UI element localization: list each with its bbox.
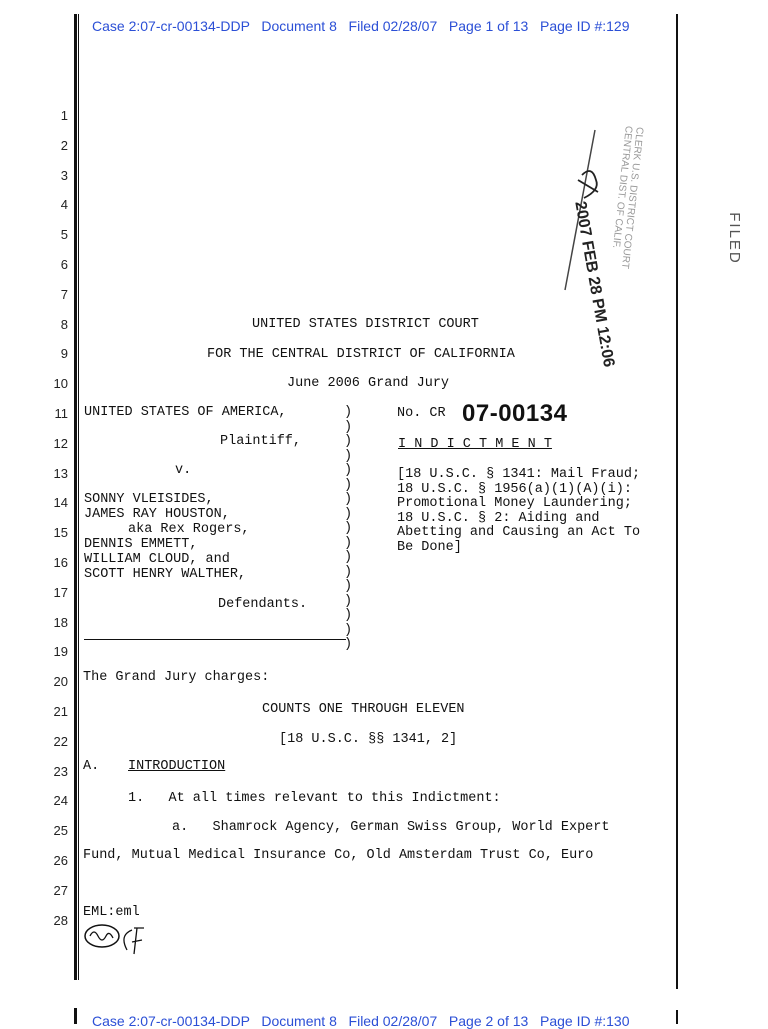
filed-stamp xyxy=(560,120,680,369)
caption-paren: ) xyxy=(344,419,353,435)
line-number: 4 xyxy=(60,197,68,213)
grand-jury-term: June 2006 Grand Jury xyxy=(287,376,450,391)
caption-paren: ) xyxy=(344,521,353,536)
grand-jury-charges: The Grand Jury charges: xyxy=(83,670,270,685)
line-number: 8 xyxy=(60,316,68,332)
line-number: 6 xyxy=(60,257,68,272)
caption-paren: ) xyxy=(344,506,353,522)
line-number: 14 xyxy=(53,495,68,511)
defendant-5: SCOTT HENRY WALTHER, xyxy=(84,567,247,582)
court-district: FOR THE CENTRAL DISTRICT OF CALIFORNIA xyxy=(207,347,515,362)
filed-word: FILED xyxy=(725,212,743,265)
statute-line: Be Done] xyxy=(397,540,462,555)
next-page-left-rule xyxy=(74,1008,77,1024)
line-number: 10 xyxy=(53,376,68,392)
defendant-2-alias: aka Rex Rogers, xyxy=(128,522,250,537)
line-number: 22 xyxy=(53,733,68,749)
stamp-date: 2007 FEB 28 PM 12:06 xyxy=(571,200,618,369)
statute-line: Promotional Money Laundering; xyxy=(397,496,632,512)
line-number: 21 xyxy=(53,704,68,719)
court-name: UNITED STATES DISTRICT COURT xyxy=(252,317,479,332)
caption-paren: ) xyxy=(344,477,353,493)
left-margin-rule-inner xyxy=(78,14,79,980)
defendant-4: WILLIAM CLOUD, and xyxy=(84,552,230,567)
line-number: 2 xyxy=(60,137,68,153)
case-number-label: No. CR xyxy=(397,406,446,421)
line-number: 28 xyxy=(53,912,68,928)
line-number: 7 xyxy=(60,286,68,302)
caption-paren: ) xyxy=(344,593,353,609)
footer-initials: EML:eml xyxy=(83,905,140,920)
document-title: I N D I C T M E N T xyxy=(398,437,552,452)
section-title: INTRODUCTION xyxy=(128,759,226,774)
paragraph-1: 1. At all times relevant to this Indictment: xyxy=(128,791,501,806)
caption-paren: ) xyxy=(344,608,353,623)
caption-rule xyxy=(84,639,346,640)
line-number: 3 xyxy=(60,167,68,183)
next-page-header: Case 2:07-cr-00134-DDP Document 8 Filed 02/28/07 Page 2 of 13 Page ID #:130 xyxy=(92,1013,630,1029)
caption-paren: ) xyxy=(344,579,353,594)
line-number: 5 xyxy=(60,227,68,243)
caption-paren: ) xyxy=(344,492,353,507)
statute-line: [18 U.S.C. § 1341: Mail Fraud; xyxy=(397,467,641,482)
case-number: 07-00134 xyxy=(462,400,568,427)
caption-paren: ) xyxy=(344,564,353,580)
caption-paren: ) xyxy=(344,535,353,551)
line-number: 20 xyxy=(53,674,68,690)
line-number: 13 xyxy=(53,465,68,481)
paragraph-1a: a. Shamrock Agency, German Swiss Group, World Expert xyxy=(172,820,610,835)
defendants-role: Defendants. xyxy=(218,597,308,612)
caption-paren: ) xyxy=(344,622,353,638)
caption-paren: ) xyxy=(344,463,353,478)
caption-paren: ) xyxy=(344,550,353,565)
paragraph-1a-cont: Fund, Mutual Medical Insurance Co, Old Amsterdam Trust Co, Euro xyxy=(83,848,594,863)
line-number: 15 xyxy=(53,525,68,541)
line-number: 19 xyxy=(53,644,68,660)
versus: v. xyxy=(175,463,192,478)
counts-heading: COUNTS ONE THROUGH ELEVEN xyxy=(262,702,465,717)
line-number: 27 xyxy=(53,882,68,898)
statute-line: 18 U.S.C. § 2: Aiding and xyxy=(397,510,600,526)
stamp-clerk: CLERK U.S. DISTRICT COURT CENTRAL DIST. OF CALIF. xyxy=(610,125,645,270)
statute-line: Abetting and Causing an Act To xyxy=(397,525,641,541)
defendant-2: JAMES RAY HOUSTON, xyxy=(84,507,230,522)
line-number: 23 xyxy=(53,763,68,779)
line-number: 24 xyxy=(53,793,68,809)
line-number: 12 xyxy=(53,435,68,451)
caption-paren: ) xyxy=(344,448,353,464)
plaintiff-name: UNITED STATES OF AMERICA, xyxy=(84,405,287,420)
section-letter: A. xyxy=(83,759,100,774)
line-number: 17 xyxy=(53,584,68,600)
line-number: 16 xyxy=(53,555,68,570)
line-number: 25 xyxy=(53,823,68,839)
statute-line: 18 U.S.C. § 1956(a)(1)(A)(i): xyxy=(397,481,632,497)
plaintiff-role: Plaintiff, xyxy=(220,434,302,449)
defendant-3: DENNIS EMMETT, xyxy=(84,537,198,552)
line-number: 11 xyxy=(54,406,68,421)
caption-paren: ) xyxy=(344,637,353,652)
defendant-1: SONNY VLEISIDES, xyxy=(84,492,214,507)
page-header: Case 2:07-cr-00134-DDP Document 8 Filed 02/28/07 Page 1 of 13 Page ID #:129 xyxy=(92,18,630,34)
line-number: 18 xyxy=(53,614,68,630)
line-number: 9 xyxy=(60,346,68,362)
counts-citation: [18 U.S.C. §§ 1341, 2] xyxy=(279,732,458,747)
line-number: 1 xyxy=(60,108,68,123)
left-margin-rule xyxy=(74,14,77,980)
handwritten-initials-icon xyxy=(82,920,162,965)
caption-paren: ) xyxy=(344,405,353,420)
caption-paren: ) xyxy=(344,434,353,449)
next-page-right-rule xyxy=(676,1010,678,1024)
line-number: 26 xyxy=(53,853,68,868)
